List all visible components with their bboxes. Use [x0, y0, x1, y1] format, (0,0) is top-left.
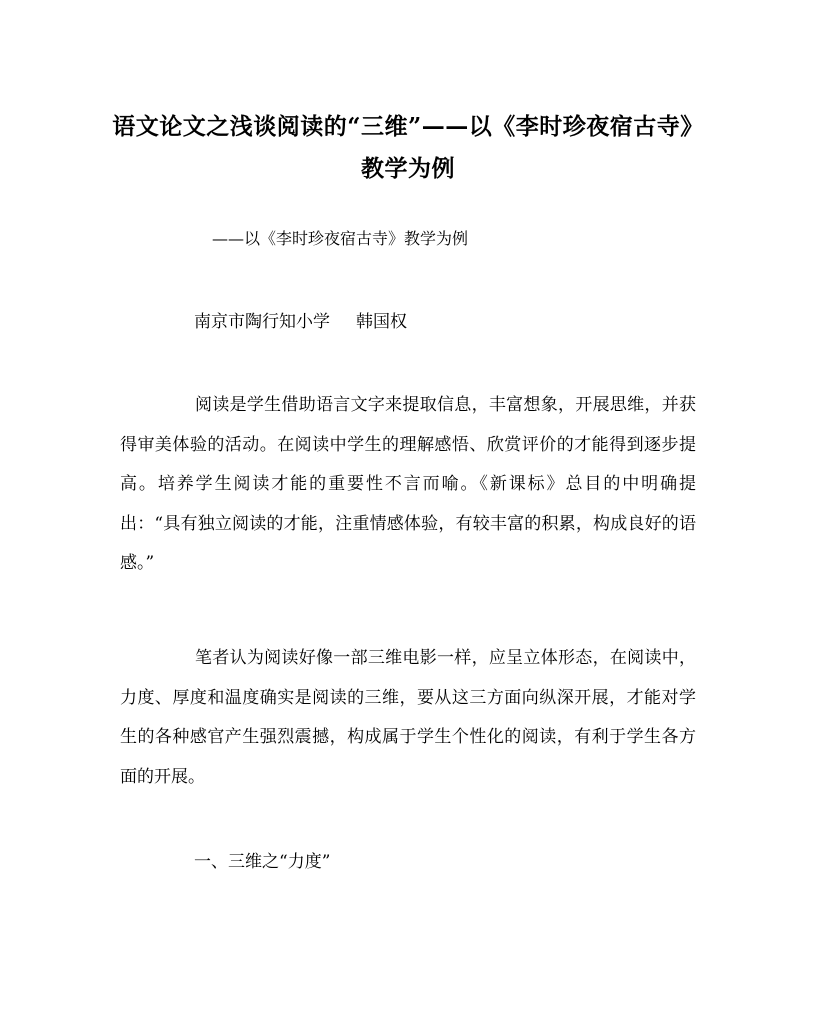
section-heading: 一、三维之“力度”	[194, 852, 331, 872]
document-subtitle: ——以《李时珍夜宿古寺》教学为例	[212, 229, 469, 248]
author-line	[194, 310, 407, 334]
paragraph: 阅读是学生借助语言文字来提取信息，丰富想象，开展思维，并获得审美体验的活动。在阅读中学生的理解感悟、欣赏评价的才能得到逐步提高。培养学生阅读才能的重要性不言而喻。《新课标》总目的中明确提出：“具有独立阅读的才能，注重情感体验，有较丰富的积累，构成良好的语感。”	[120, 395, 696, 573]
author-school: 南京市陶行知小学	[194, 312, 330, 332]
document-title: 语文论文之浅谈阅读的“三维”——以《李时珍夜宿古寺》教学为例	[112, 113, 704, 182]
paragraph: 笔者认为阅读好像一部三维电影一样，应呈立体形态，在阅读中，力度、厚度和温度确实是阅读的三维，要从这三方面向纵深开展，才能对学生的各种感官产生强烈震撼，构成属于学生个性化的阅读，有利于学生各方面的开展。	[120, 648, 696, 787]
author-name: 韩国权	[356, 312, 407, 332]
